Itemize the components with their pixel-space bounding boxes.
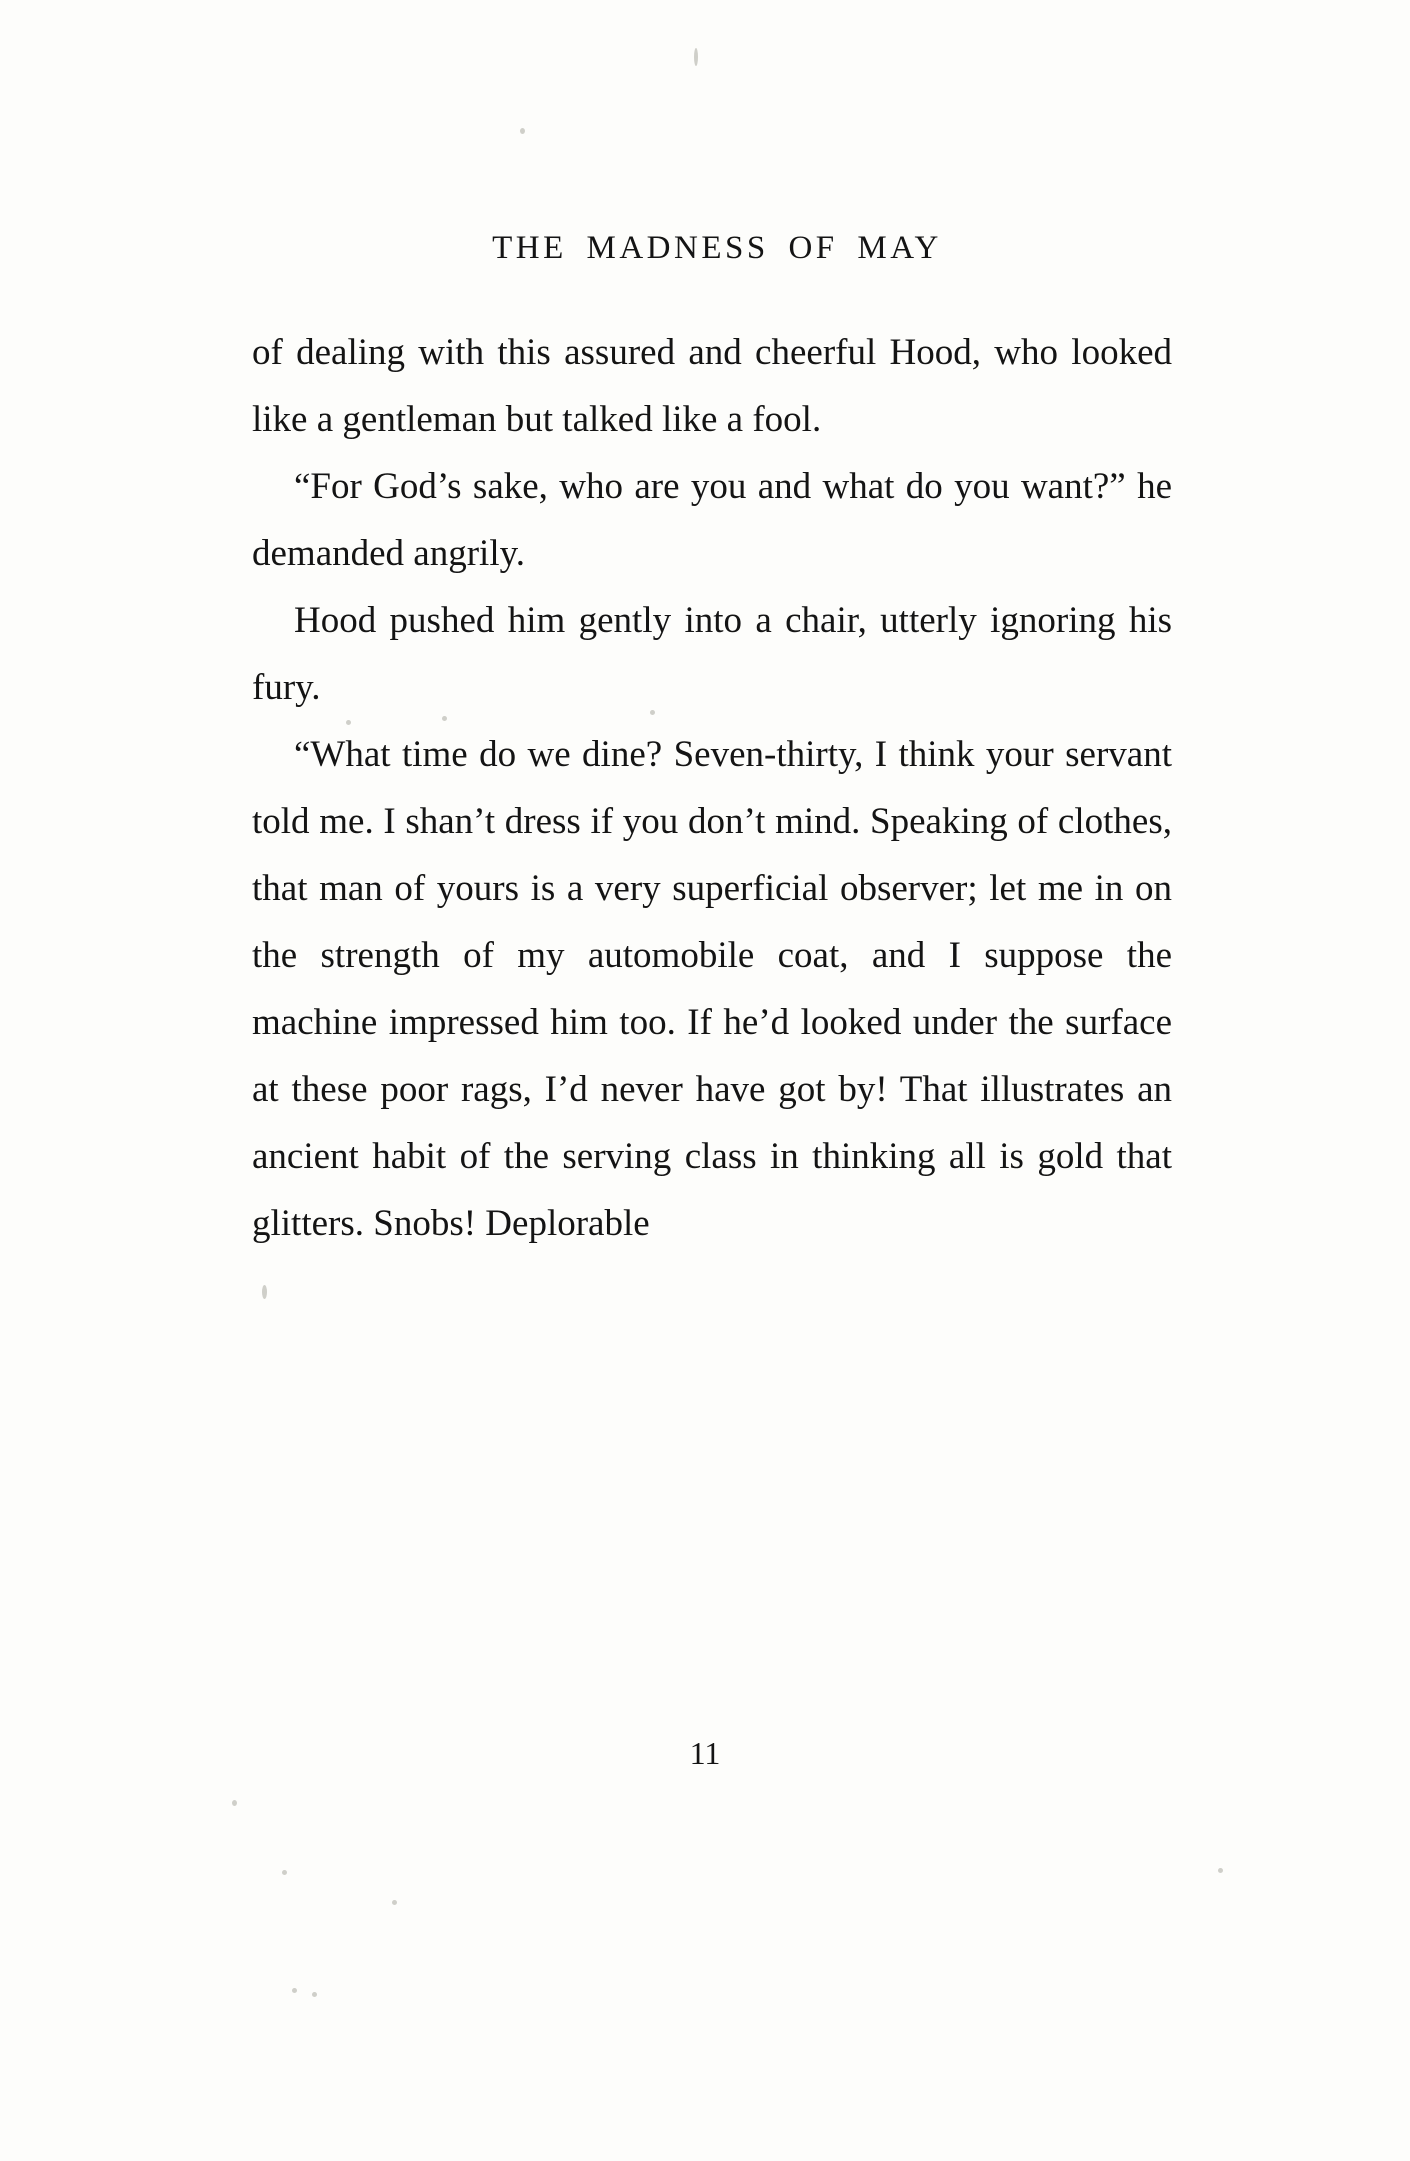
scan-speck (282, 1870, 287, 1875)
page-text-block (252, 230, 1172, 1257)
scan-speck (1218, 1868, 1223, 1873)
running-head: THE MADNESS OF MAY (492, 230, 942, 266)
paragraph: of dealing with this assured and cheerful Hood, who looked like a gentleman but talked like a fool. (252, 332, 1172, 440)
scan-speck (292, 1988, 297, 1993)
paragraph: Hood pushed him gently into a chair, utterly ignoring his fury. (252, 600, 1172, 708)
scan-speck (520, 128, 525, 134)
scan-speck (312, 1992, 317, 1997)
paragraph: “For God’s sake, who are you and what do you want?” he demanded angrily. (252, 466, 1172, 574)
scan-speck (262, 1285, 267, 1299)
paragraph: “What time do we dine? Seven-thirty, I think your servant told me. I shan’t dress if you don’t mind. Speaking of clothes, that man of yours is a very superficial observer; let me in on the strength of my automobile coat, and I suppose the machine impressed him too. If he’d looked under the surface at these poor rags, I’d never have got by! That illustrates an ancient habit of the serving class in thinking all is gold that glitters. Snobs! Deplorable (252, 734, 1172, 1244)
scan-speck (392, 1900, 397, 1905)
page-number: 11 (689, 1735, 721, 1771)
scan-speck (232, 1800, 237, 1806)
scan-speck (694, 48, 698, 66)
